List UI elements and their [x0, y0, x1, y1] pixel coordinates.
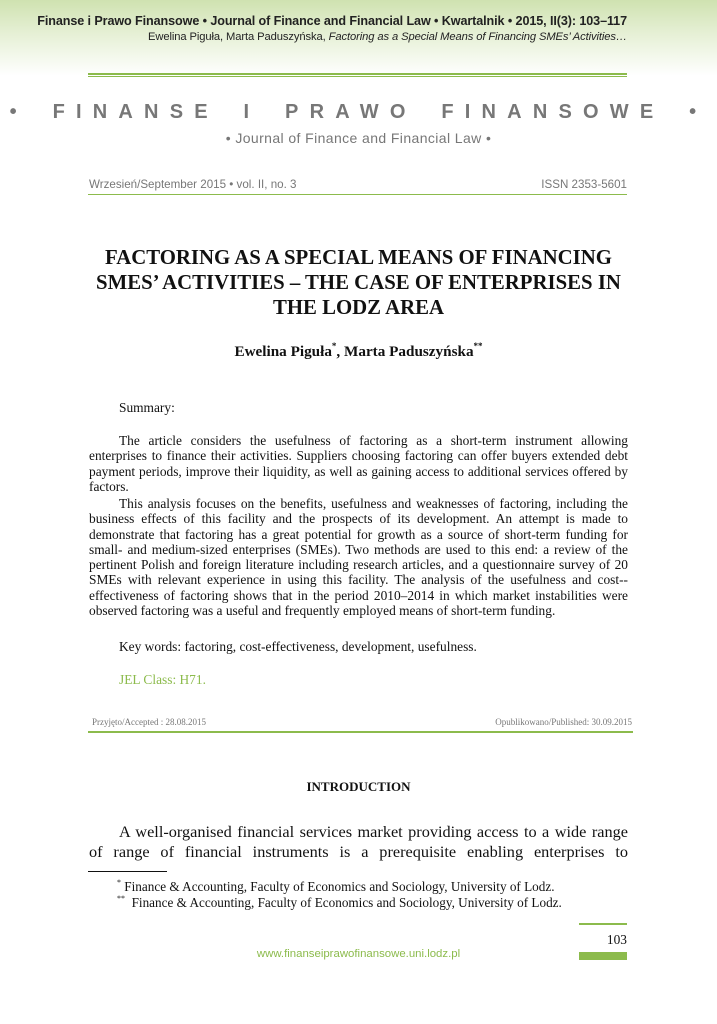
- page-number-rule: [579, 923, 627, 925]
- introduction-text: A well-organised financial services market providing access to a wide range of range of financial instruments is a prerequisite enabling enterprises to: [89, 822, 628, 861]
- running-header-article-title: Factoring as a Special Means of Financing SMEs’ Activities…: [328, 31, 627, 43]
- journal-title: • FINANSE I PRAWO FINANSOWE •: [9, 101, 708, 123]
- abstract-paragraph-2: This analysis focuses on the benefits, usefulness and weaknesses of factoring, including the business effects of this facility and the prospects of its development. An attempt is made to demonstrate that factoring has a great potential for growth as a source of short-term funding for small- and medium-sized enterprises (SMEs). Two methods are used to this end: a review of the pertinent Polish and foreign literature including research articles, and a questionnaire survey of 20 SMEs with relevant experience in using this facility. The analysis of the usefulness and cost--effectiveness of factoring shows that in the period 2010–2014 in which market instabilities were observed factoring was a useful and frequently employed means of short-term funding.: [89, 496, 628, 619]
- footnote-text: Finance & Accounting, Faculty of Economics and Sociology, University of Lodz.: [124, 879, 555, 894]
- footnote: [117, 895, 562, 911]
- issue-info: Wrzesień/September 2015 • vol. II, no. 3: [89, 178, 297, 191]
- running-header-authors-line: [0, 31, 627, 43]
- issue-rule: [88, 194, 627, 195]
- summary-label: Summary:: [119, 400, 175, 415]
- footnote-rule: [88, 871, 167, 872]
- footnote-mark: *: [117, 878, 121, 887]
- running-header-authors: Ewelina Piguła, Marta Paduszyńska,: [148, 31, 329, 43]
- footnote-text: Finance & Accounting, Faculty of Economics and Sociology, University of Lodz.: [131, 895, 562, 910]
- journal-website-link[interactable]: www.finanseiprawofinansowe.uni.lodz.pl: [256, 948, 461, 960]
- keywords: Key words: factoring, cost-effectiveness, development, usefulness.: [119, 639, 477, 654]
- issn: ISSN 2353-5601: [541, 178, 627, 191]
- journal-subtitle: • Journal of Finance and Financial Law •: [225, 130, 492, 146]
- author-1: Ewelina Piguła: [234, 343, 332, 360]
- author-2: Marta Paduszyńska: [344, 343, 474, 360]
- jel-classification: JEL Class: H71.: [119, 672, 206, 687]
- page-number: 103: [606, 932, 627, 947]
- footnote-mark: **: [117, 894, 125, 903]
- abstract-paragraph-1: The article considers the usefulness of factoring as a short-term instrument allowing enterprises to finance their activities. Suppliers choosing factoring can offer buyers extended debt payment periods, improve their liquidity, as well as gaining access to additional services offered by factors.: [89, 433, 628, 494]
- article-title: FACTORING AS A SPECIAL MEANS OF FINANCING SMES’ ACTIVITIES – THE CASE OF ENTERPRISES IN THE LODZ AREA: [96, 246, 621, 319]
- published-date: Opublikowano/Published: 30.09.2015: [495, 717, 632, 727]
- authors: [0, 343, 717, 361]
- introduction-heading: INTRODUCTION: [306, 779, 411, 794]
- accepted-date: Przyjęto/Accepted : 28.08.2015: [92, 717, 206, 727]
- footnote: [117, 879, 555, 895]
- author-1-footnote-mark[interactable]: *: [331, 341, 337, 351]
- author-2-footnote-mark[interactable]: **: [473, 341, 483, 351]
- dates-rule: [88, 731, 633, 733]
- author-separator: ,: [336, 343, 345, 360]
- header-rule: [88, 73, 627, 77]
- running-header-journal-line: Finanse i Prawo Finansowe • Journal of Finance and Financial Law • Kwartalnik • 2015, II(3): 103–117: [37, 14, 627, 28]
